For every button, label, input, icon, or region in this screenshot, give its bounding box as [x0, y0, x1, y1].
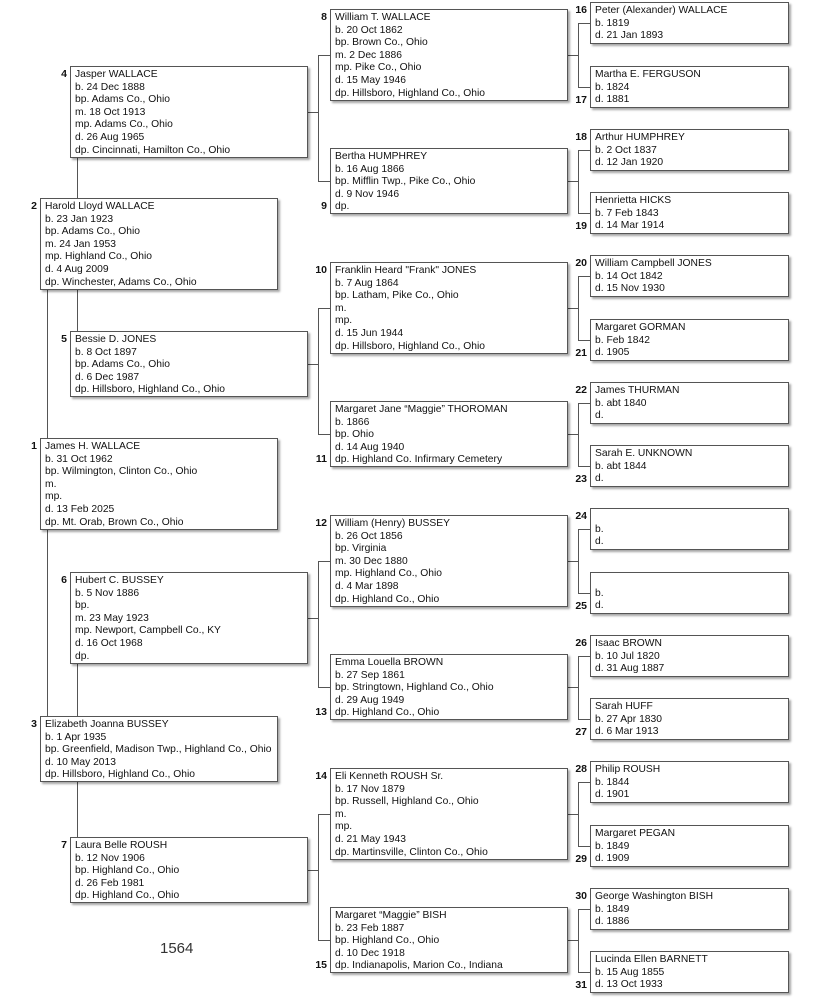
ahnentafel-number: 29 — [575, 853, 587, 865]
connector-to-father — [318, 55, 330, 56]
connector-vertical — [578, 23, 579, 87]
page-number: 1564 — [160, 940, 194, 957]
person-detail: dp. Cincinnati, Hamilton Co., Ohio — [75, 144, 231, 156]
person-detail: dp. Martinsville, Clinton Co., Ohio — [335, 846, 488, 858]
person-detail: b. 8 Oct 1897 — [75, 346, 137, 358]
connector-to-father — [318, 814, 330, 815]
ahnentafel-number: 13 — [315, 706, 327, 718]
ahnentafel-number: 3 — [31, 718, 37, 730]
ahnentafel-number: 31 — [575, 979, 587, 991]
connector-to-mother — [578, 846, 590, 847]
person-box-15[interactable] — [330, 907, 568, 973]
person-detail: m. — [335, 808, 347, 820]
connector-vertical — [578, 276, 579, 340]
person-name: Lucinda Ellen BARNETT — [595, 954, 708, 965]
person-detail: b. 1819 — [595, 17, 630, 29]
connector-to-mother — [578, 87, 590, 88]
person-detail: d. 10 May 2013 — [45, 756, 116, 768]
person-name: William (Henry) BUSSEY — [335, 518, 450, 529]
ahnentafel-number: 21 — [575, 347, 587, 359]
person-box-24[interactable] — [590, 508, 789, 550]
connector-to-mother — [578, 719, 590, 720]
person-box-17[interactable] — [590, 66, 789, 108]
person-box-30[interactable] — [590, 888, 789, 930]
person-detail: bp. Stringtown, Highland Co., Ohio — [335, 682, 494, 694]
person-detail: b. 24 Dec 1888 — [75, 81, 145, 93]
person-detail: b. 7 Aug 1864 — [335, 277, 399, 289]
person-box-31[interactable] — [590, 951, 789, 993]
person-detail: d. 10 Dec 1918 — [335, 947, 405, 959]
person-detail: b. 1844 — [595, 776, 630, 788]
person-name: Margaret PEGAN — [595, 828, 676, 839]
person-detail: bp. Brown Co., Ohio — [335, 37, 428, 49]
person-detail: b. 10 Jul 1820 — [595, 650, 660, 662]
person-detail: d. 9 Nov 1946 — [335, 188, 400, 200]
person-detail: dp. Highland Co., Ohio — [335, 593, 440, 605]
person-detail: m. 23 May 1923 — [75, 612, 149, 624]
person-box-4[interactable] — [70, 66, 308, 158]
person-box-25[interactable] — [590, 572, 789, 614]
person-detail: b. abt 1844 — [595, 460, 647, 472]
connector-to-father — [578, 909, 590, 910]
person-detail: d. 1905 — [595, 347, 630, 359]
person-box-27[interactable] — [590, 698, 789, 740]
connector-from-child — [568, 308, 578, 309]
ahnentafel-number: 16 — [575, 4, 587, 16]
person-name — [595, 575, 784, 588]
person-detail: d. 15 Nov 1930 — [595, 283, 665, 295]
person-detail: d. 21 Jan 1893 — [595, 30, 664, 42]
person-detail: b. — [595, 587, 604, 599]
connector-to-mother — [318, 940, 330, 941]
person-box-19[interactable] — [590, 192, 789, 234]
person-detail: bp. — [75, 600, 90, 612]
person-detail: dp. — [75, 650, 90, 662]
connector-vertical — [578, 150, 579, 213]
connector-vertical — [578, 403, 579, 466]
person-detail: d. 21 May 1943 — [335, 833, 406, 845]
person-detail: dp. Hillsboro, Highland Co., Ohio — [335, 340, 485, 352]
ahnentafel-number: 8 — [321, 11, 327, 23]
person-detail: b. 23 Feb 1887 — [335, 922, 405, 934]
person-box-9[interactable] — [330, 148, 568, 214]
person-detail: b. 16 Aug 1866 — [335, 163, 405, 175]
connector-from-child — [568, 55, 578, 56]
ahnentafel-number: 4 — [61, 68, 67, 80]
person-name: Sarah HUFF — [595, 701, 653, 712]
ahnentafel-number: 30 — [575, 890, 587, 902]
ahnentafel-number: 17 — [575, 94, 587, 106]
person-box-8[interactable] — [330, 9, 568, 101]
person-detail: mp. Pike Co., Ohio — [335, 62, 422, 74]
person-detail: dp. Hillsboro, Highland Co., Ohio — [335, 87, 485, 99]
person-name: Franklin Heard "Frank" JONES — [335, 265, 477, 276]
connector-vertical — [578, 909, 579, 972]
person-name: James THURMAN — [595, 385, 680, 396]
person-detail: dp. Hillsboro, Highland Co., Ohio — [75, 384, 225, 396]
person-detail: dp. Hillsboro, Highland Co., Ohio — [45, 769, 195, 781]
ahnentafel-number: 1 — [31, 440, 37, 452]
connector-to-mother — [318, 434, 330, 435]
connector-to-father — [578, 150, 590, 151]
connector-to-mother — [318, 181, 330, 182]
person-detail: mp. — [45, 491, 63, 503]
person-detail: mp. Highland Co., Ohio — [335, 568, 443, 580]
person-box-7[interactable] — [70, 837, 308, 903]
person-detail: b. 20 Oct 1862 — [335, 24, 403, 36]
connector-from-child — [568, 687, 578, 688]
person-box-14[interactable] — [330, 768, 568, 860]
connector-to-father — [578, 782, 590, 783]
person-detail: dp. Highland Co., Ohio — [75, 890, 180, 902]
person-detail: dp. Winchester, Adams Co., Ohio — [45, 276, 197, 288]
connector-from-child — [308, 112, 318, 113]
connector-from-child — [568, 181, 578, 182]
person-detail: b. 26 Oct 1856 — [335, 530, 403, 542]
person-detail: d. 14 Aug 1940 — [335, 441, 405, 453]
connector-to-father — [578, 276, 590, 277]
person-detail: m. 2 Dec 1886 — [335, 49, 402, 61]
person-box-28[interactable] — [590, 761, 789, 803]
person-detail: b. 23 Jan 1923 — [45, 213, 114, 225]
person-name: Margaret Jane “Maggie” THOROMAN — [335, 404, 508, 415]
person-detail: b. 17 Nov 1879 — [335, 783, 405, 795]
person-detail: bp. Highland Co., Ohio — [75, 865, 180, 877]
person-detail: m. 24 Jan 1953 — [45, 238, 116, 250]
person-box-2[interactable] — [40, 198, 278, 290]
person-name: Bessie D. JONES — [75, 334, 157, 345]
person-detail: b. 1849 — [595, 903, 630, 915]
person-box-12[interactable] — [330, 515, 568, 607]
connector-vertical — [318, 308, 319, 434]
person-detail: d. 15 May 1946 — [335, 74, 406, 86]
connector-vertical — [318, 561, 319, 687]
person-box-10[interactable] — [330, 262, 568, 354]
ahnentafel-number: 2 — [31, 200, 37, 212]
connector-to-father — [578, 403, 590, 404]
person-box-20[interactable] — [590, 255, 789, 297]
person-detail: d. 1901 — [595, 789, 630, 801]
person-detail: d. 16 Oct 1968 — [75, 637, 143, 649]
person-detail: d. 1881 — [595, 94, 630, 106]
connector-from-child — [568, 940, 578, 941]
person-name: Jasper WALLACE — [75, 69, 158, 80]
ahnentafel-number: 18 — [575, 131, 587, 143]
connector-to-mother — [318, 687, 330, 688]
connector-to-father — [318, 561, 330, 562]
ahnentafel-number: 27 — [575, 726, 587, 738]
person-detail: d. 26 Feb 1981 — [75, 877, 145, 889]
person-detail: d. — [595, 600, 604, 612]
person-name: Harold Lloyd WALLACE — [45, 201, 155, 212]
ahnentafel-number: 7 — [61, 839, 67, 851]
person-name: George Washington BISH — [595, 891, 714, 902]
person-detail: d. 1886 — [595, 916, 630, 928]
person-detail: d. 31 Aug 1887 — [595, 663, 665, 675]
person-detail: bp. Adams Co., Ohio — [45, 226, 141, 238]
person-name: Henrietta HICKS — [595, 195, 672, 206]
person-name: Isaac BROWN — [595, 638, 662, 649]
person-detail: d. 13 Feb 2025 — [45, 503, 115, 515]
person-box-5[interactable] — [70, 331, 308, 397]
person-detail: b. — [595, 523, 604, 535]
person-detail: b. Feb 1842 — [595, 334, 650, 346]
connector-vertical — [578, 782, 579, 846]
person-detail: dp. Mt. Orab, Brown Co., Ohio — [45, 516, 184, 528]
person-detail: dp. — [335, 201, 350, 213]
person-detail: b. 1824 — [595, 81, 630, 93]
ahnentafel-number: 12 — [315, 517, 327, 529]
person-box-21[interactable] — [590, 319, 789, 361]
connector-from-child — [568, 561, 578, 562]
person-detail: b. abt 1840 — [595, 397, 647, 409]
person-detail: dp. Highland Co., Ohio — [335, 707, 440, 719]
person-detail: d. 1909 — [595, 853, 630, 865]
person-detail: b. 1 Apr 1935 — [45, 731, 107, 743]
ahnentafel-number: 22 — [575, 384, 587, 396]
person-name: Margaret “Maggie” BISH — [335, 910, 447, 921]
person-detail: d. 15 Jun 1944 — [335, 327, 404, 339]
person-detail: b. 14 Oct 1842 — [595, 270, 663, 282]
person-name: Sarah E. UNKNOWN — [595, 448, 693, 459]
person-detail: d. — [595, 536, 604, 548]
person-detail: mp. — [335, 315, 353, 327]
person-detail: b. 1849 — [595, 840, 630, 852]
connector-from-child — [308, 618, 318, 619]
connector-from-child — [568, 434, 578, 435]
person-detail: m. 30 Dec 1880 — [335, 555, 408, 567]
person-detail: d. 29 Aug 1949 — [335, 694, 405, 706]
connector-vertical — [578, 656, 579, 719]
person-name: Bertha HUMPHREY — [335, 151, 428, 162]
ahnentafel-number: 14 — [315, 770, 327, 782]
person-box-18[interactable] — [590, 129, 789, 171]
person-detail: bp. Mifflin Twp., Pike Co., Ohio — [335, 176, 476, 188]
person-detail: dp. Highland Co. Infirmary Cemetery — [335, 454, 503, 466]
person-detail: mp. — [335, 821, 353, 833]
person-detail: d. 6 Dec 1987 — [75, 371, 140, 383]
connector-to-father — [578, 529, 590, 530]
ahnentafel-number: 10 — [315, 264, 327, 276]
person-name: William T. WALLACE — [335, 12, 431, 23]
person-name: Philip ROUSH — [595, 764, 661, 775]
ahnentafel-number: 23 — [575, 473, 587, 485]
person-detail: bp. Wilmington, Clinton Co., Ohio — [45, 466, 198, 478]
person-box-1[interactable] — [40, 438, 278, 530]
person-box-13[interactable] — [330, 654, 568, 720]
person-detail: d. 26 Aug 1965 — [75, 131, 145, 143]
person-box-22[interactable] — [590, 382, 789, 424]
person-name: William Campbell JONES — [595, 258, 712, 269]
person-detail: m. — [335, 302, 347, 314]
person-detail: d. 14 Mar 1914 — [595, 220, 665, 232]
person-name: Elizabeth Joanna BUSSEY — [45, 719, 169, 730]
person-detail: m. — [45, 478, 57, 490]
person-detail: bp. Ohio — [335, 429, 374, 441]
person-detail: m. 18 Oct 1913 — [75, 106, 146, 118]
person-detail: mp. Highland Co., Ohio — [45, 251, 153, 263]
person-detail: bp. Highland Co., Ohio — [335, 935, 440, 947]
connector-to-father — [578, 23, 590, 24]
connector-to-mother — [578, 466, 590, 467]
person-name: Martha E. FERGUSON — [595, 69, 701, 80]
person-detail: bp. Virginia — [335, 543, 387, 555]
person-detail: b. 2 Oct 1837 — [595, 144, 657, 156]
person-detail: mp. Newport, Campbell Co., KY — [75, 625, 221, 637]
person-detail: bp. Adams Co., Ohio — [75, 359, 171, 371]
ahnentafel-number: 15 — [315, 959, 327, 971]
person-detail: bp. Russell, Highland Co., Ohio — [335, 796, 479, 808]
connector-from-child — [568, 814, 578, 815]
connector-to-mother — [578, 213, 590, 214]
person-name: Peter (Alexander) WALLACE — [595, 5, 728, 16]
person-name — [595, 511, 784, 524]
ahnentafel-number: 28 — [575, 763, 587, 775]
connector-to-mother — [578, 340, 590, 341]
person-name: Arthur HUMPHREY — [595, 132, 685, 143]
ahnentafel-number: 11 — [315, 453, 327, 465]
person-detail: d. — [595, 410, 604, 422]
person-detail: d. — [595, 473, 604, 485]
ahnentafel-number: 19 — [575, 220, 587, 232]
person-detail: d. 4 Aug 2009 — [45, 263, 109, 275]
ahnentafel-number: 26 — [575, 637, 587, 649]
connector-to-mother — [578, 972, 590, 973]
person-detail: bp. Adams Co., Ohio — [75, 94, 171, 106]
person-box-26[interactable] — [590, 635, 789, 677]
person-detail: b. 1866 — [335, 416, 370, 428]
ahnentafel-number: 9 — [321, 200, 327, 212]
ahnentafel-number: 20 — [575, 257, 587, 269]
person-name: Emma Louella BROWN — [335, 657, 444, 668]
ahnentafel-number: 5 — [61, 333, 67, 345]
person-name: Laura Belle ROUSH — [75, 840, 168, 851]
connector-vertical — [318, 814, 319, 940]
person-detail: bp. Latham, Pike Co., Ohio — [335, 290, 459, 302]
person-detail: d. 13 Oct 1933 — [595, 979, 663, 991]
person-detail: b. 27 Sep 1861 — [335, 669, 405, 681]
connector-from-child — [308, 364, 318, 365]
person-detail: bp. Greenfield, Madison Twp., Highland Co., Ohio — [45, 744, 272, 756]
person-detail: mp. Adams Co., Ohio — [75, 119, 173, 131]
person-name: Margaret GORMAN — [595, 322, 686, 333]
person-name: James H. WALLACE — [45, 441, 141, 452]
person-box-16[interactable] — [590, 2, 789, 44]
person-box-3[interactable] — [40, 716, 278, 782]
connector-vertical — [578, 529, 579, 593]
person-detail: b. 27 Apr 1830 — [595, 713, 662, 725]
person-detail: d. 6 Mar 1913 — [595, 726, 659, 738]
person-box-6[interactable] — [70, 572, 308, 664]
person-name: Eli Kenneth ROUSH Sr. — [335, 771, 444, 782]
person-detail: d. 12 Jan 1920 — [595, 157, 664, 169]
person-detail: b. 5 Nov 1886 — [75, 587, 140, 599]
ahnentafel-number: 24 — [575, 510, 587, 522]
person-box-11[interactable] — [330, 401, 568, 467]
connector-from-child — [308, 870, 318, 871]
connector-to-father — [578, 656, 590, 657]
person-box-23[interactable] — [590, 445, 789, 487]
person-detail: b. 31 Oct 1962 — [45, 453, 113, 465]
person-detail: b. 7 Feb 1843 — [595, 207, 659, 219]
person-detail: b. 12 Nov 1906 — [75, 852, 145, 864]
person-name: Hubert C. BUSSEY — [75, 575, 164, 586]
person-box-29[interactable] — [590, 825, 789, 867]
connector-to-father — [318, 308, 330, 309]
ahnentafel-number: 6 — [61, 574, 67, 586]
person-detail: d. 4 Mar 1898 — [335, 580, 399, 592]
person-detail: dp. Indianapolis, Marion Co., Indiana — [335, 960, 503, 972]
person-detail: b. 15 Aug 1855 — [595, 966, 665, 978]
connector-vertical — [318, 55, 319, 181]
ahnentafel-number: 25 — [575, 600, 587, 612]
connector-to-mother — [578, 593, 590, 594]
